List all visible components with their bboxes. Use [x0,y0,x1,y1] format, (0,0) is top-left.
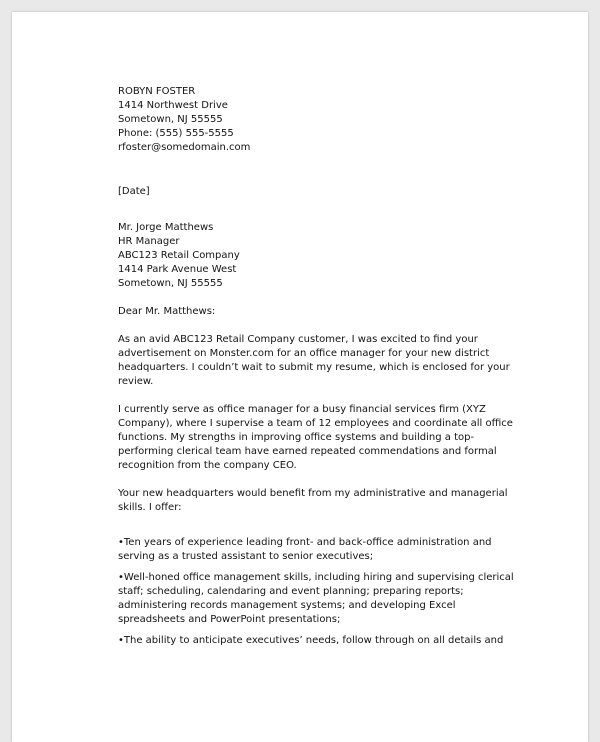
paragraph-line: Company), where I supervise a team of 12 employees and coordinate all office [118,418,513,429]
paragraph-line: Your new headquarters would benefit from my administrative and managerial [118,488,508,499]
salutation: Dear Mr. Matthews: [118,306,216,317]
sender-block [118,85,518,155]
bullet-line: •The ability to anticipate executives’ needs, follow through on all details and [118,635,504,646]
sender-name: ROBYN FOSTER [118,86,196,97]
paragraph-line: I currently serve as office manager for a busy financial services firm (XYZ [118,404,486,415]
recipient-title: HR Manager [118,236,180,247]
sender-phone: Phone: (555) 555-5555 [118,128,234,139]
bullet-line: •Well-honed office management skills, including hiring and supervising clerical [118,572,514,583]
bullet-line: serving as a trusted assistant to senior executives; [118,551,374,562]
paragraph-line: skills. I offer: [118,502,182,513]
recipient-company: ABC123 Retail Company [118,250,240,261]
paragraph-line: As an avid ABC123 Retail Company customer, I was excited to find your [118,334,478,345]
bullet-line: administering records management systems; and developing Excel [118,600,456,611]
letter-page [12,12,588,742]
sender-city: Sometown, NJ 55555 [118,114,223,125]
paragraph-line: advertisement on Monster.com for an office manager for your new district [118,348,490,359]
sender-address: 1414 Northwest Drive [118,100,228,111]
recipient-address: 1414 Park Avenue West [118,264,237,275]
bullet-line: spreadsheets and PowerPoint presentations; [118,614,341,625]
paragraph-line: headquarters. I couldn’t wait to submit my resume, which is enclosed for your [118,362,510,373]
paragraph-2 [118,403,518,473]
paragraph-line: performing clerical team have earned repeated commendations and formal [118,446,497,457]
paragraph-3 [118,487,518,515]
letter-body [118,85,518,648]
recipient-city: Sometown, NJ 55555 [118,278,223,289]
paragraph-line: review. [118,376,154,387]
bullet-item-1 [118,536,518,564]
letter-date: [Date] [118,186,150,197]
bullet-line: staff; scheduling, calendaring and event planning; preparing reports; [118,586,464,597]
bullet-line: •Ten years of experience leading front- and back-office administration and [118,537,492,548]
paragraph-line: functions. My strengths in improving office systems and building a top- [118,432,475,443]
paragraph-1 [118,333,518,389]
sender-email: rfoster@somedomain.com [118,142,251,153]
bullet-item-3 [118,634,518,648]
bullet-item-2 [118,571,518,627]
paragraph-line: recognition from the company CEO. [118,460,297,471]
recipient-name: Mr. Jorge Matthews [118,222,214,233]
recipient-block [118,221,518,291]
